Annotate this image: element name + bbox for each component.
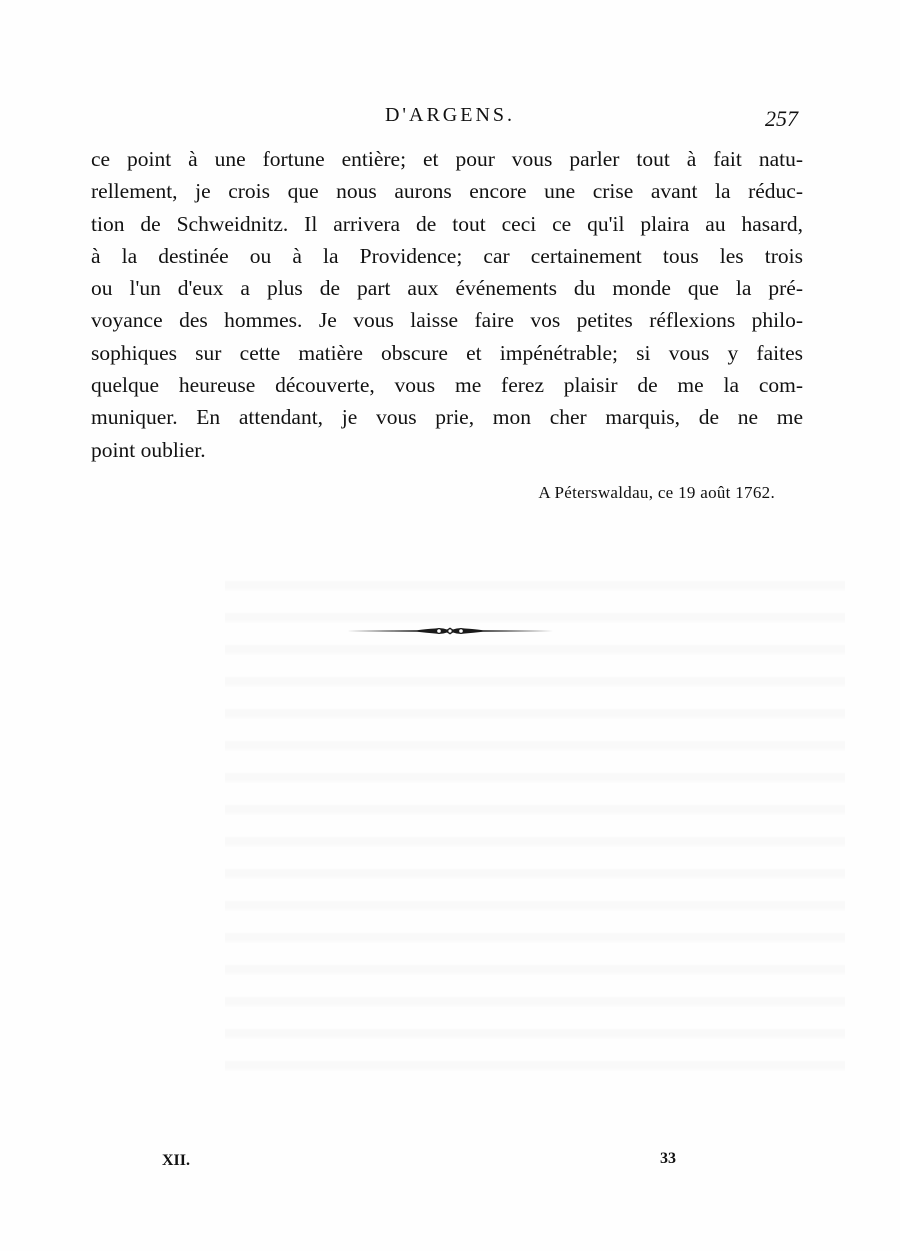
show-through-bleed xyxy=(225,560,845,1080)
body-paragraph xyxy=(91,143,803,466)
text-line: rellement, je crois que nous aurons encore une crise avant la réduc- xyxy=(91,179,803,204)
text-line: sophiques sur cette matière obscure et impénétrable; si vous y faites xyxy=(91,340,803,365)
signature-mark: XII. xyxy=(162,1152,191,1169)
tailpiece-ornament-icon xyxy=(347,624,553,638)
text-line: à la destinée ou à la Providence; car certainement tous les trois xyxy=(91,243,803,268)
text-line: ce point à une fortune entière; et pour vous parler tout à fait natu- xyxy=(91,147,803,171)
signature-number: 33 xyxy=(660,1150,676,1167)
dateline: A Péterswaldau, ce 19 août 1762. xyxy=(538,483,775,502)
text-line: quelque heureuse découverte, vous me ferez plaisir de me la com- xyxy=(91,373,803,398)
text-line: ou l'un d'eux a plus de part aux événements du monde que la pré- xyxy=(91,276,803,301)
text-line: point oublier. xyxy=(91,437,206,462)
page-number: 257 xyxy=(765,106,798,131)
text-line: muniquer. En attendant, je vous prie, mon cher marquis, de ne me xyxy=(91,405,803,430)
running-head xyxy=(0,100,900,130)
text-line: tion de Schweidnitz. Il arrivera de tout ceci ce qu'il plaira au hasard, xyxy=(91,211,803,236)
running-title: D'ARGENS. xyxy=(384,104,516,126)
text-line: voyance des hommes. Je vous laisse faire vos petites réflexions philo- xyxy=(91,308,803,333)
